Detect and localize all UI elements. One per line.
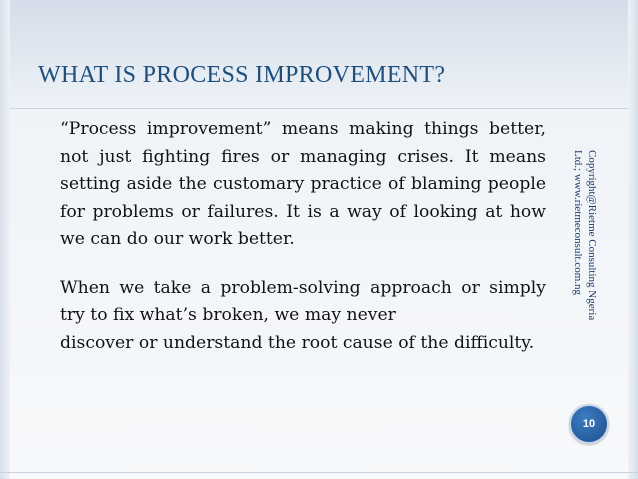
- title-band: [0, 0, 638, 109]
- right-accent-strip: [628, 0, 638, 479]
- page-number-badge: 10: [569, 404, 609, 444]
- copyright-line-1: Copyright@Rietme Consulting Ngeria: [586, 150, 598, 321]
- copyright-notice: [572, 150, 599, 321]
- paragraph-2-line-1: When we take a problem-solving approach or simply try to fix what’s broken, we may never: [60, 277, 546, 325]
- slide-title: WHAT IS PROCESS IMPROVEMENT?: [38, 62, 446, 88]
- copyright-line-2: Ltd.; www.rietmeconsult.com.ng: [572, 150, 584, 296]
- paragraph-2-line-2: discover or understand the root cause of the difficulty.: [60, 332, 535, 353]
- slide-body: [60, 116, 546, 357]
- left-accent-strip: [0, 0, 10, 479]
- bottom-divider: [0, 472, 638, 473]
- paragraph-2: [60, 275, 546, 358]
- paragraph-1: “Process improvement” means making things better, not just fighting fires or managing crises. It means setting aside the customary practice of blaming people for problems or failures. It is a way of looking at how we can do our work better.: [60, 119, 546, 249]
